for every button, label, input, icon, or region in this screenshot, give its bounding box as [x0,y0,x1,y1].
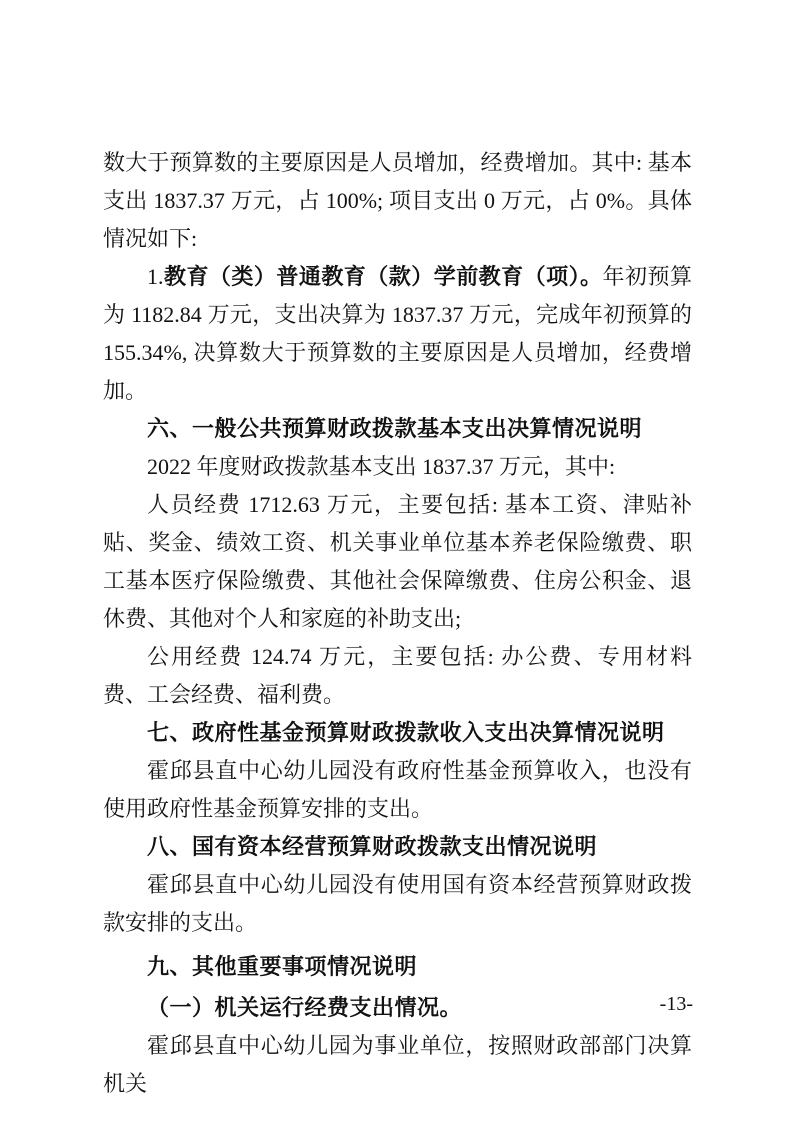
paragraph-2022-basic-expenditure: 2022 年度财政拨款基本支出 1837.37 万元，其中: [147,454,616,479]
paragraph-agency-operating-expenses: 霍邱县直中心幼儿园为事业单位，按照财政部部门决算机关 [103,1033,692,1096]
paragraph-public-expenses: 公用经费 124.74 万元，主要包括: 办公费、专用材料费、工会经费、福利费。 [103,644,692,707]
paragraph-government-fund: 霍邱县直中心幼儿园没有政府性基金预算收入，也没有使用政府性基金预算安排的支出。 [103,758,692,821]
item-detail-text: 年初预算为 1182.84 万元，支出决算为 1837.37 万元，完成年初预算的 155.34%, 决算数大于预算数的主要原因是人员增加，经费增加。 [103,264,692,403]
section-heading-6-basic-expenditure: 六、一般公共预算财政拨款基本支出决算情况说明 [147,416,643,441]
paragraph-state-capital: 霍邱县直中心幼儿园没有使用国有资本经营预算财政拨款安排的支出。 [103,872,692,935]
page-number: -13- [659,993,693,1015]
item-number: 1. [147,264,164,289]
item-title-bold: 教育（类）普通教育（款）学前教育（项）。 [163,264,603,289]
paragraph-personnel-expenses: 人员经费 1712.63 万元，主要包括: 基本工资、津贴补贴、奖金、绩效工资、机关事业单位基本养老保险缴费、职工基本医疗保险缴费、其他社会保障缴费、住房公积金、退休费、其他对个人和家庭的补助支出; [103,492,692,631]
section-heading-9-other-matters: 九、其他重要事项情况说明 [147,954,418,979]
paragraph-continued-basic-expenditure: 数大于预算数的主要原因是人员增加，经费增加。其中: 基本支出 1837.37 万元，占 100%; 项目支出 0 万元，占 0%。具体情况如下: [103,150,692,251]
section-heading-7-government-fund: 七、政府性基金预算财政拨款收入支出决算情况说明 [147,720,665,745]
section-heading-8-state-capital: 八、国有资本经营预算财政拨款支出情况说明 [147,834,598,859]
document-body [103,144,692,1103]
paragraph-education-item [103,258,692,410]
subsection-heading-agency-operating-expenses: （一）机关运行经费支出情况。 [147,995,463,1020]
